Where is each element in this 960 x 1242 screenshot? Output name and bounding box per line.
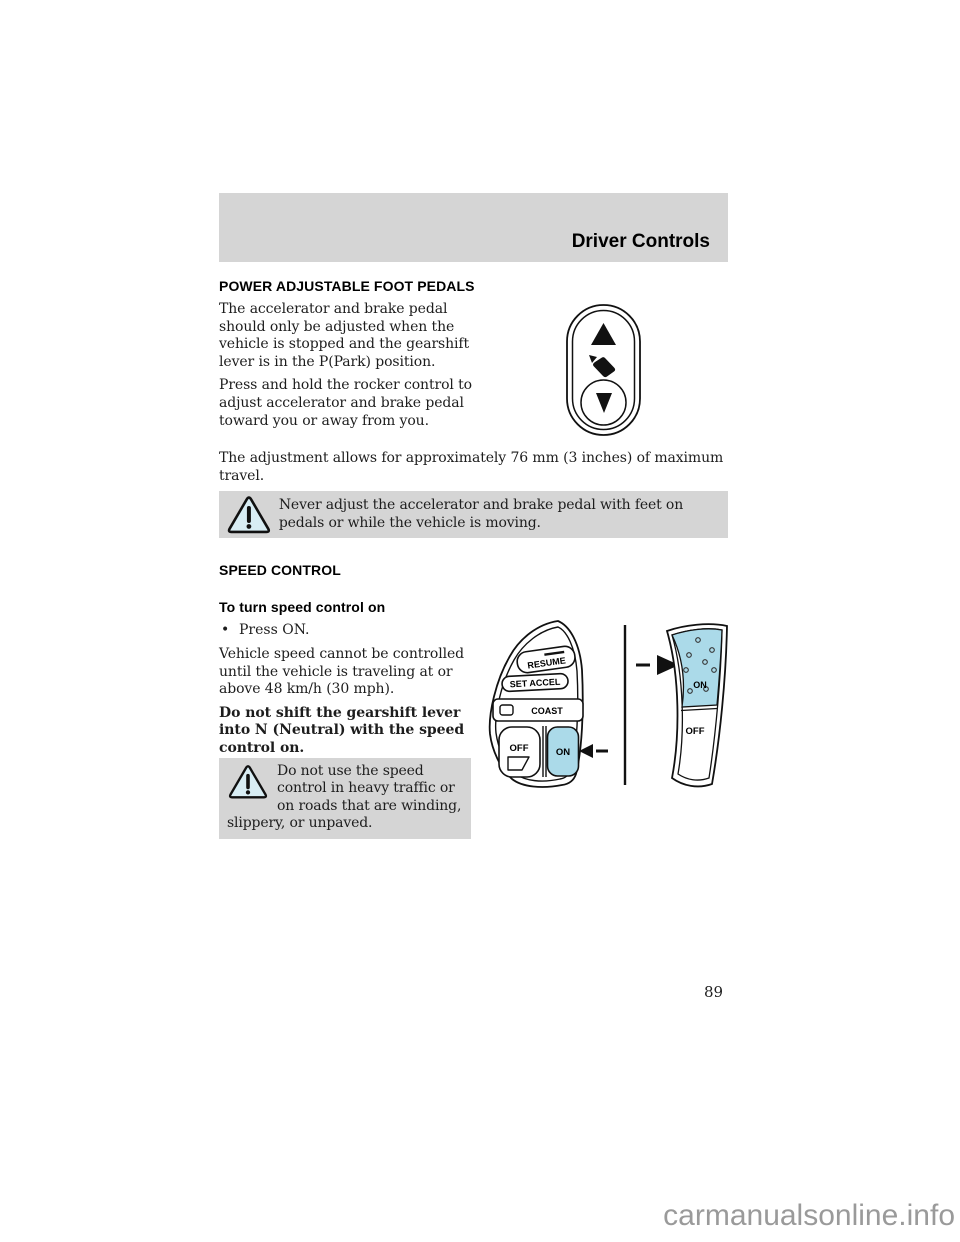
speed-control-paragraph-1: Vehicle speed cannot be controlled until the vehicle is traveling at or above 48 km/h (30 mph).	[219, 646, 465, 698]
off-label: OFF	[509, 743, 529, 754]
speed-control-text-column	[219, 646, 478, 764]
speed-control-column-switch	[636, 624, 727, 786]
warning-triangle-icon	[227, 495, 271, 535]
foot-pedals-paragraph-1: The accelerator and brake pedal should only be adjusted when the vehicle is stopped and the gearshift lever is in the P(Park) position.	[219, 301, 470, 370]
page-number: 89	[704, 983, 724, 1001]
chapter-title: Driver Controls	[571, 231, 710, 252]
set-accel-button	[502, 673, 569, 691]
subsection-title-turn-on: To turn speed control on	[219, 599, 386, 615]
pedal-rocker-icon	[562, 300, 652, 440]
warning-triangle-icon	[227, 764, 269, 800]
set-accel-label: SET ACCEL	[509, 676, 561, 690]
section-title-foot-pedals: POWER ADJUSTABLE FOOT PEDALS	[219, 278, 475, 294]
on-button	[548, 727, 579, 776]
bullet-marker: •	[221, 622, 230, 638]
warning-text-pedals: Never adjust the accelerator and brake pedal with feet on pedals or while the vehicle is moving.	[278, 497, 684, 531]
coast-button	[493, 699, 583, 721]
bullet-text: Press ON.	[239, 622, 310, 638]
watermark-text: carmanualsonline.info	[663, 1199, 955, 1232]
resume-label: RESUME	[526, 655, 567, 671]
column-off-label: OFF	[685, 726, 705, 737]
off-button	[499, 727, 540, 777]
rocker-control-figure	[562, 300, 652, 444]
speed-control-bold-note: Do not shift the gearshift lever into N (Neutral) with the speed control on.	[219, 704, 465, 756]
foot-pedals-paragraph-3: The adjustment allows for approximately 76 mm (3 inches) of maximum travel.	[219, 450, 724, 484]
section-title-speed-control: SPEED CONTROL	[219, 562, 341, 578]
bullet-item-press-on	[221, 622, 310, 638]
foot-pedals-paragraph-2: Press and hold the rocker control to adjust accelerator and brake pedal toward you or away from you.	[219, 377, 472, 429]
warning-box-pedals	[219, 491, 728, 538]
chapter-header-bar	[219, 193, 728, 262]
speed-control-figure	[486, 618, 732, 797]
coast-square-icon	[500, 705, 513, 715]
warning-box-speed	[219, 758, 471, 839]
foot-pedals-text-column	[219, 301, 478, 436]
speed-control-button-cluster	[490, 621, 608, 787]
column-on-label: ON	[693, 680, 707, 690]
coast-label: COAST	[531, 706, 563, 716]
on-label: ON	[555, 747, 571, 758]
pointer-arrow-left-icon	[579, 744, 608, 758]
warning-text-speed: Do not use the speed control in heavy traffic or on roads that are winding, slippery, or unpaved.	[227, 763, 462, 832]
